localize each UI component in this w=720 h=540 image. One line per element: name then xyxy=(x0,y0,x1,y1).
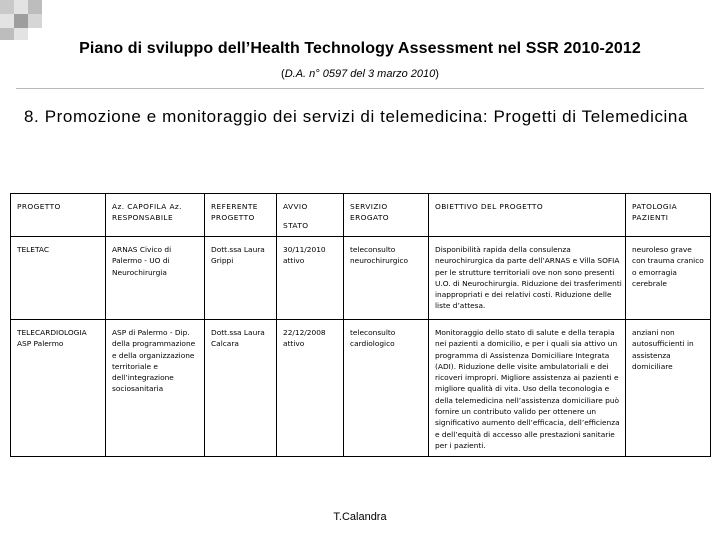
deco-square xyxy=(14,14,28,28)
subtitle-text: D.A. n° 0597 del 3 marzo 2010 xyxy=(284,68,436,80)
header-cell-patologia: PATOLOGIA PAZIENTI xyxy=(626,194,711,237)
deco-square xyxy=(0,0,14,14)
header-cell-progetto: PROGETTO xyxy=(11,194,106,237)
header-avvio-label: AVVIO xyxy=(283,202,308,211)
table-row xyxy=(11,237,711,320)
header-stato-label: STATO xyxy=(283,221,309,231)
subtitle-paren-close: ) xyxy=(435,68,439,80)
deco-square xyxy=(0,14,14,28)
projects-table xyxy=(10,193,711,457)
cell-referente: Dott.ssa Laura Grippi xyxy=(205,237,277,320)
cell-obiettivo: Monitoraggio dello stato di salute e della terapia nei pazienti a domicilio, e per i quali sia attivo un programma di Assistenza Domiciliare Integrata (ADI). Riduzione delle visite ambulatoriali e dei ricoveri impropri. Migliore assistenza ai pazienti e migliore qualità di vita. Uso della teconologia e della telemedicina nell’assistenza domiciliare può fornire un contributo valido per ottenere un significativo aumento dell’efficacia, dell’efficienza e dell’equità di accesso alle prestazioni sanitarie per i pazienti. xyxy=(429,320,626,457)
cell-capofila: ASP di Palermo - Dip. della programmazione e della organizzazione territoriale e dell’integrazione sociosanitaria xyxy=(106,320,205,457)
cell-patologia: neuroleso grave con trauma cranico o emorragia cerebrale xyxy=(626,237,711,320)
cell-servizio: teleconsulto cardiologico xyxy=(344,320,429,457)
cell-obiettivo: Disponibilità rapida della consulenza neurochirurgica da parte dell’ARNAS e Villa SOFIA per le strutture territoriali ove non sono presenti U.O. di Neurochirurgia. Riduzione dei trasferimenti inappropriati e dei relativi costi. Riduzione delle liste d’attesa. xyxy=(429,237,626,320)
subtitle-paren-open: ( xyxy=(281,68,285,80)
deco-square xyxy=(14,0,28,14)
deco-square xyxy=(0,28,14,40)
header-cell-avvio xyxy=(277,194,344,237)
table-row xyxy=(11,320,711,457)
deco-square xyxy=(28,14,42,28)
cell-progetto: TELECARDIOLOGIA ASP Palermo xyxy=(11,320,106,457)
header-cell-referente: REFERENTE PROGETTO xyxy=(205,194,277,237)
cell-capofila: ARNAS Civico di Palermo - UO di Neurochirurgia xyxy=(106,237,205,320)
divider-rule xyxy=(16,88,704,89)
cell-progetto: TELETAC xyxy=(11,237,106,320)
cell-referente: Dott.ssa Laura Calcara xyxy=(205,320,277,457)
deco-square xyxy=(28,0,42,14)
header-cell-obiettivo: OBIETTIVO DEL PROGETTO xyxy=(429,194,626,237)
header-cell-servizio: SERVIZIO EROGATO xyxy=(344,194,429,237)
corner-decoration xyxy=(0,0,720,40)
cell-servizio: teleconsulto neurochirurgico xyxy=(344,237,429,320)
deco-square xyxy=(14,28,28,40)
footer-author: T.Calandra xyxy=(333,511,387,523)
section-heading: 8. Promozione e monitoraggio dei servizi di telemedicina: Progetti di Telemedicina xyxy=(24,107,689,126)
cell-patologia: anziani non autosufficienti in assistenza domiciliare xyxy=(626,320,711,457)
table-header-row xyxy=(11,194,711,237)
cell-avvio: 22/12/2008 attivo xyxy=(277,320,344,457)
page-title: Piano di sviluppo dell’Health Technology Assessment nel SSR 2010-2012 xyxy=(79,40,641,57)
header-cell-capofila: Az. CAPOFILA Az. RESPONSABILE xyxy=(106,194,205,237)
cell-avvio: 30/11/2010 attivo xyxy=(277,237,344,320)
page-subtitle xyxy=(0,68,720,80)
